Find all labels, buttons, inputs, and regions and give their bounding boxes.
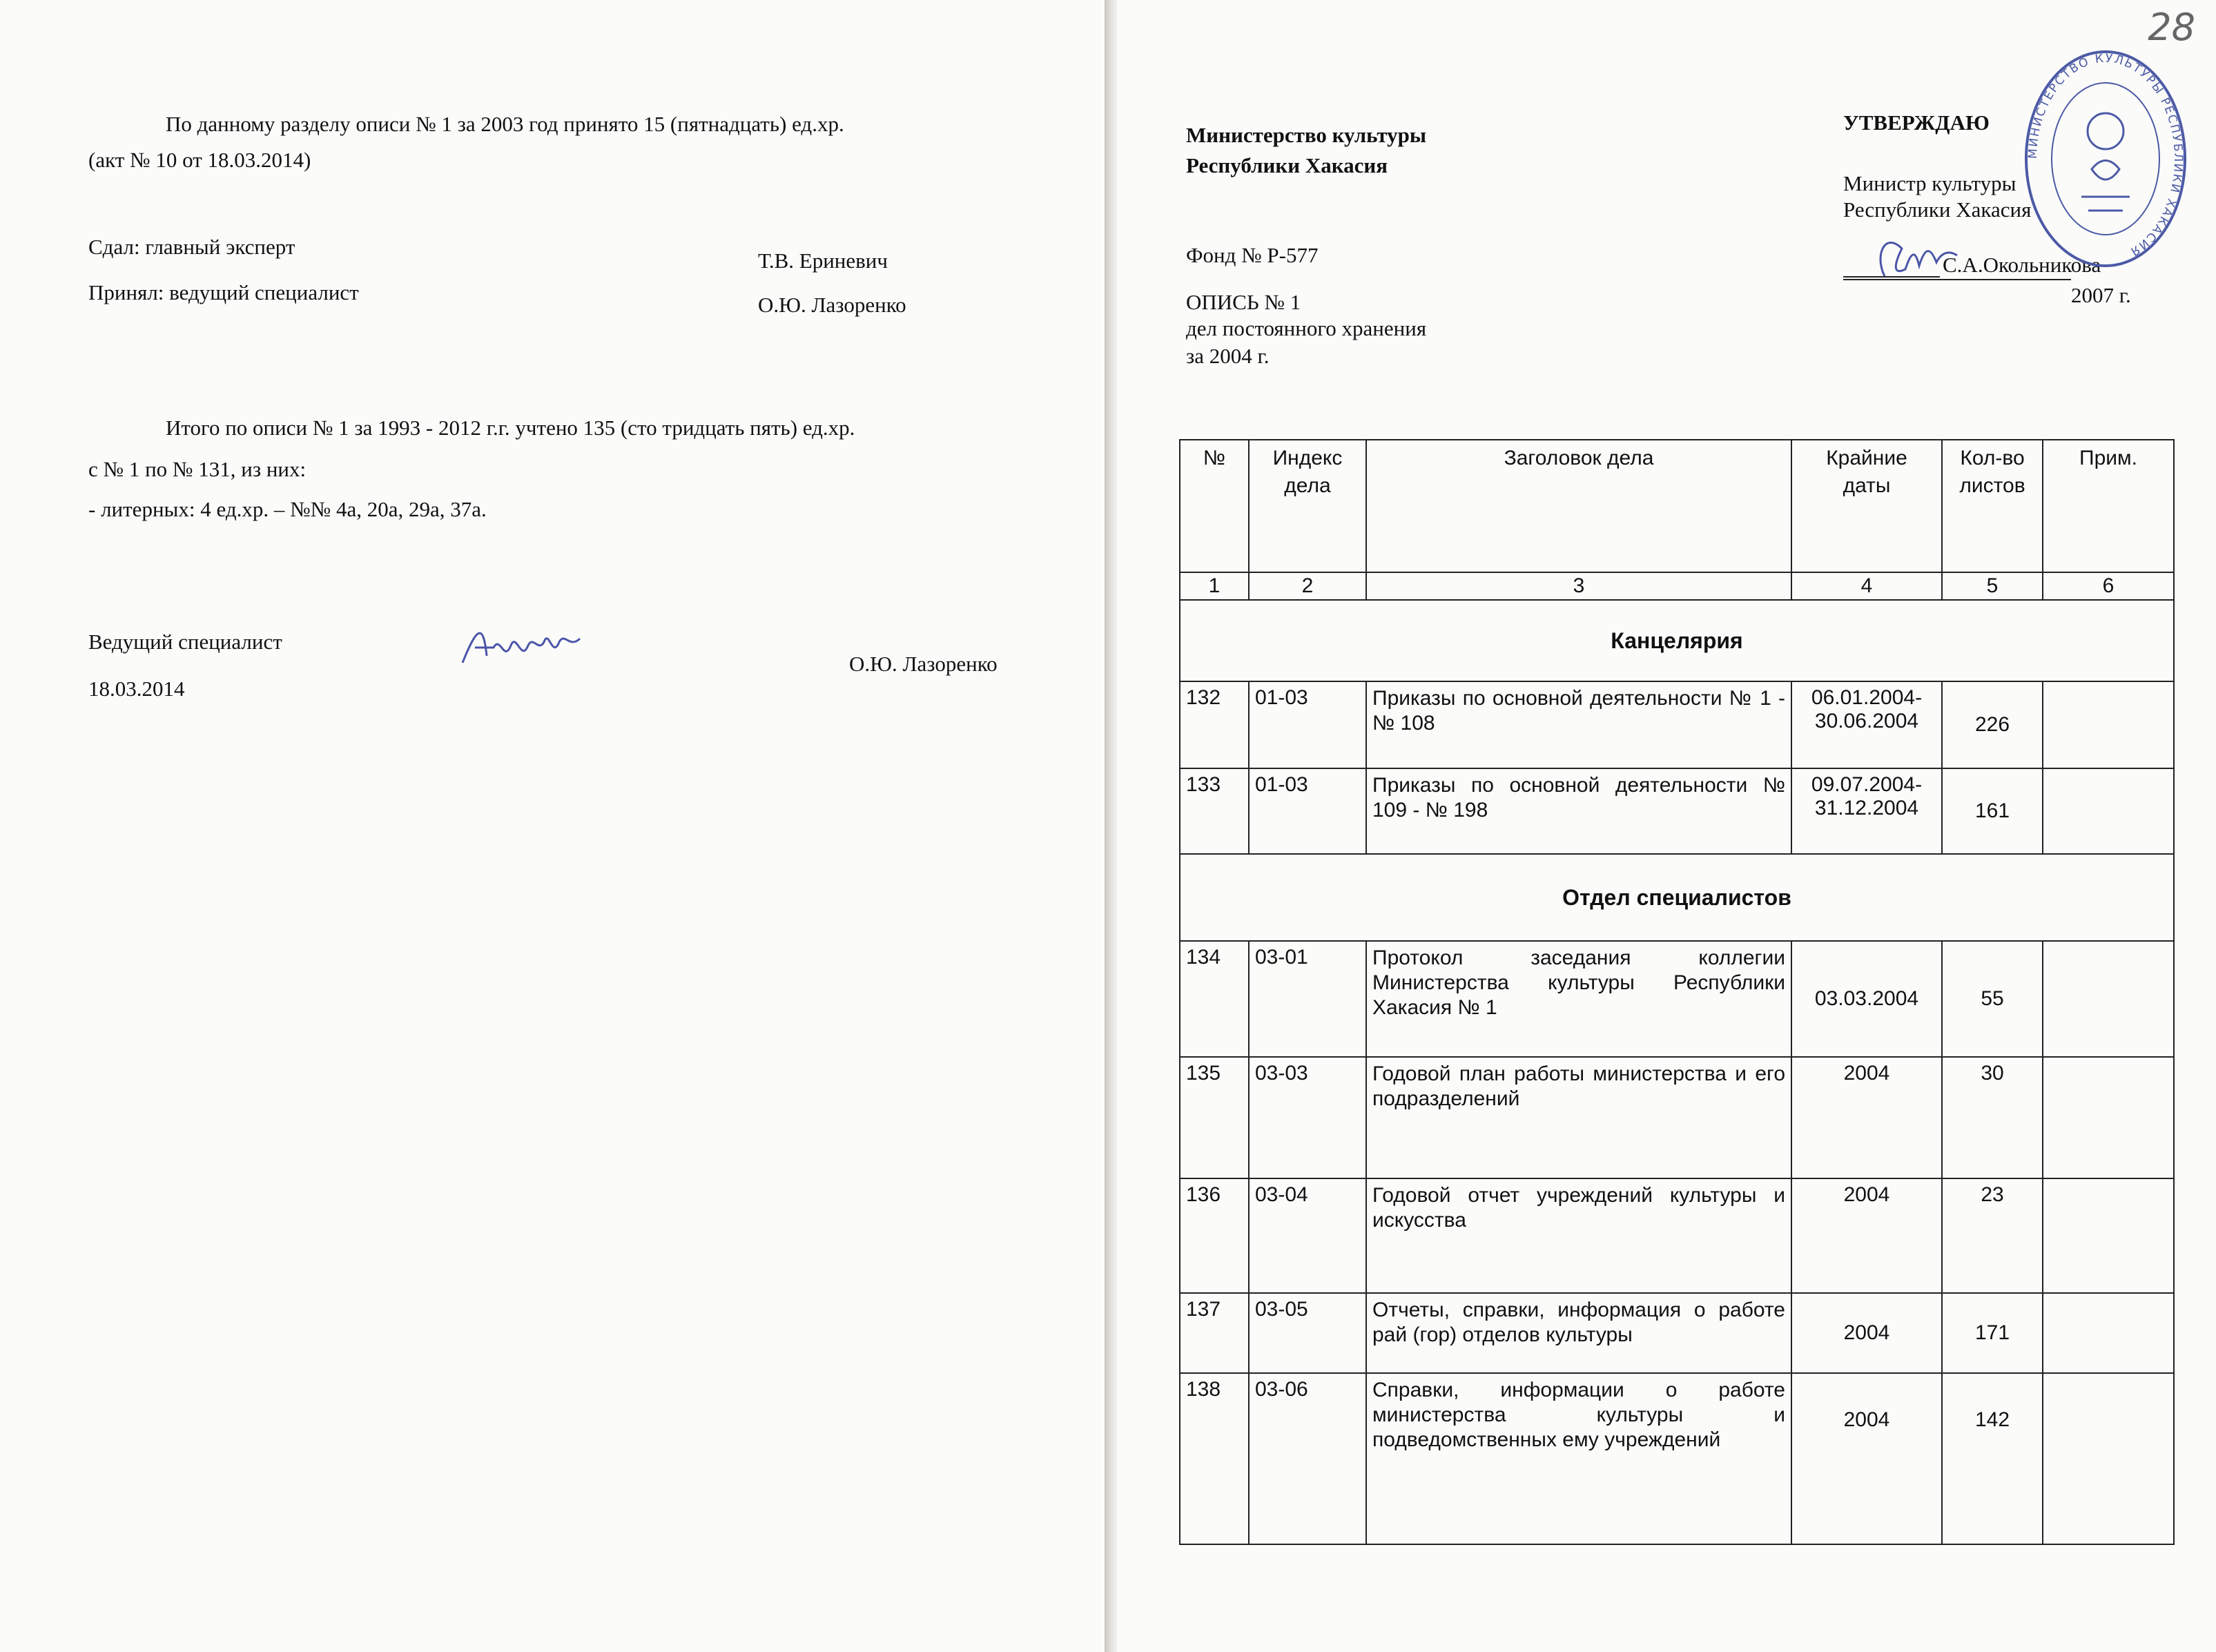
row-index: 03-05 <box>1249 1293 1366 1373</box>
row-index: 03-04 <box>1249 1178 1366 1293</box>
row-dates <box>1791 681 1942 768</box>
header-note: Прим. <box>2043 440 2174 572</box>
column-number: 3 <box>1366 572 1791 600</box>
header-count-line-2: листов <box>1959 474 2025 497</box>
header-index <box>1249 440 1366 572</box>
header-dates-line-1: Крайние <box>1826 447 1907 469</box>
section-title: Отдел специалистов <box>1180 854 2174 941</box>
row-count: 55 <box>1942 941 2043 1057</box>
column-number: 6 <box>2043 572 2174 600</box>
row-index: 01-03 <box>1249 768 1366 854</box>
total-line-2: с № 1 по № 131, из них: <box>88 457 307 481</box>
total-line-3: - литерных: 4 ед.хр. – №№ 4а, 20а, 29а, 37а. <box>88 497 487 521</box>
row-note <box>2043 941 2174 1057</box>
row-title: Справки, информации о работе министерства культуры и подведомственных ему учреждений <box>1366 1373 1791 1544</box>
row-number: 137 <box>1180 1293 1249 1373</box>
approve-line-2: Республики Хакасия <box>1843 197 2032 222</box>
row-dates <box>1791 768 1942 854</box>
row-title: Отчеты, справки, информация о работе рай (гор) отделов культуры <box>1366 1293 1791 1373</box>
approve-line-1: Министр культуры <box>1843 171 2016 195</box>
row-index: 03-01 <box>1249 941 1366 1057</box>
handed-name: Т.В. Ериневич <box>758 249 888 273</box>
header-dates <box>1791 440 1942 572</box>
approve-year: 2007 г. <box>2071 283 2131 307</box>
row-note <box>2043 1057 2174 1178</box>
row-dates-line-1: 09.07.2004- <box>1811 773 1923 796</box>
row-note <box>2043 1178 2174 1293</box>
page-number: 28 <box>2148 6 2195 49</box>
row-number: 132 <box>1180 681 1249 768</box>
column-number: 1 <box>1180 572 1249 600</box>
row-note <box>2043 1293 2174 1373</box>
row-title: Приказы по основной деятельности № 1 - № 108 <box>1366 681 1791 768</box>
left-page <box>0 0 1105 1652</box>
row-dates: 03.03.2004 <box>1791 941 1942 1057</box>
column-number: 5 <box>1942 572 2043 600</box>
row-title: Протокол заседания коллегии Министерства культуры Республики Хакасия № 1 <box>1366 941 1791 1057</box>
header-num: № <box>1180 440 1249 572</box>
minister-signature <box>1871 228 1961 290</box>
inventory-table <box>1179 439 2175 1545</box>
specialist-label: Ведущий специалист <box>88 630 282 654</box>
received-label: Принял: ведущий специалист <box>88 280 359 304</box>
table-row <box>1180 1057 2174 1178</box>
official-stamp <box>2023 48 2188 269</box>
specialist-date: 18.03.2014 <box>88 677 185 701</box>
table-row <box>1180 1293 2174 1373</box>
approve-title: УТВЕРЖДАЮ <box>1843 110 1990 135</box>
ministry-line-2: Республики Хакасия <box>1186 153 1388 177</box>
book-gutter <box>1105 0 1117 1652</box>
header-count-line-1: Кол-во <box>1960 447 2025 469</box>
row-count: 142 <box>1942 1373 2043 1544</box>
row-note <box>2043 768 2174 854</box>
column-number-row <box>1180 572 2174 600</box>
row-count: 30 <box>1942 1057 2043 1178</box>
row-dates-line-2: 30.06.2004 <box>1814 710 1919 732</box>
row-dates: 2004 <box>1791 1057 1942 1178</box>
total-line-1: Итого по описи № 1 за 1993 - 2012 г.г. учтено 135 (сто тридцать пять) ед.хр. <box>166 416 855 440</box>
row-count: 23 <box>1942 1178 2043 1293</box>
table-header-row <box>1180 440 2174 572</box>
header-count <box>1942 440 2043 572</box>
row-number: 136 <box>1180 1178 1249 1293</box>
table-row <box>1180 1178 2174 1293</box>
row-dates: 2004 <box>1791 1178 1942 1293</box>
row-count: 171 <box>1942 1293 2043 1373</box>
table-row <box>1180 681 2174 768</box>
section-row <box>1180 600 2174 681</box>
specialist-signature <box>456 614 587 677</box>
column-number: 4 <box>1791 572 1942 600</box>
row-dates-line-2: 31.12.2004 <box>1814 797 1919 819</box>
row-index: 03-06 <box>1249 1373 1366 1544</box>
opis-line-3: за 2004 г. <box>1186 344 1270 368</box>
accepted-line-1: По данному разделу описи № 1 за 2003 год принято 15 (пятнадцать) ед.хр. <box>166 112 844 136</box>
row-number: 135 <box>1180 1057 1249 1178</box>
accepted-line-2: (акт № 10 от 18.03.2014) <box>88 148 311 172</box>
row-note <box>2043 1373 2174 1544</box>
stamp-text: МИНИСТЕРСТВО КУЛЬТУРЫ РЕСПУБЛИКИ ХАКАСИЯ <box>2025 51 2186 259</box>
row-count: 161 <box>1942 768 2043 854</box>
fond-number: Фонд № Р-577 <box>1186 243 1319 267</box>
column-number: 2 <box>1249 572 1366 600</box>
row-number: 138 <box>1180 1373 1249 1544</box>
header-title: Заголовок дела <box>1366 440 1791 572</box>
row-number: 134 <box>1180 941 1249 1057</box>
row-title: Годовой отчет учреждений культуры и искусства <box>1366 1178 1791 1293</box>
row-count: 226 <box>1942 681 2043 768</box>
opis-line-2: дел постоянного хранения <box>1186 316 1427 340</box>
row-dates-line-1: 06.01.2004- <box>1811 686 1923 709</box>
header-dates-line-2: даты <box>1843 474 1891 497</box>
section-row <box>1180 854 2174 941</box>
section-title: Канцелярия <box>1180 600 2174 681</box>
table-row <box>1180 768 2174 854</box>
ministry-line-1: Министерство культуры <box>1186 123 1427 147</box>
row-number: 133 <box>1180 768 1249 854</box>
row-dates: 2004 <box>1791 1373 1942 1544</box>
row-index: 03-03 <box>1249 1057 1366 1178</box>
row-title: Приказы по основной деятельности № 109 - № 198 <box>1366 768 1791 854</box>
row-dates: 2004 <box>1791 1293 1942 1373</box>
opis-line-1: ОПИСЬ № 1 <box>1186 290 1301 314</box>
header-index-line-1: Индекс <box>1272 447 1343 469</box>
row-title: Годовой план работы министерства и его подразделений <box>1366 1057 1791 1178</box>
approve-name: С.А.Окольникова <box>1943 253 2101 277</box>
table-row <box>1180 941 2174 1057</box>
handed-label: Сдал: главный эксперт <box>88 235 295 259</box>
header-index-line-2: дела <box>1284 474 1331 497</box>
row-index: 01-03 <box>1249 681 1366 768</box>
received-name: О.Ю. Лазоренко <box>758 293 906 317</box>
specialist-name: О.Ю. Лазоренко <box>849 652 998 676</box>
table-row <box>1180 1373 2174 1544</box>
row-note <box>2043 681 2174 768</box>
